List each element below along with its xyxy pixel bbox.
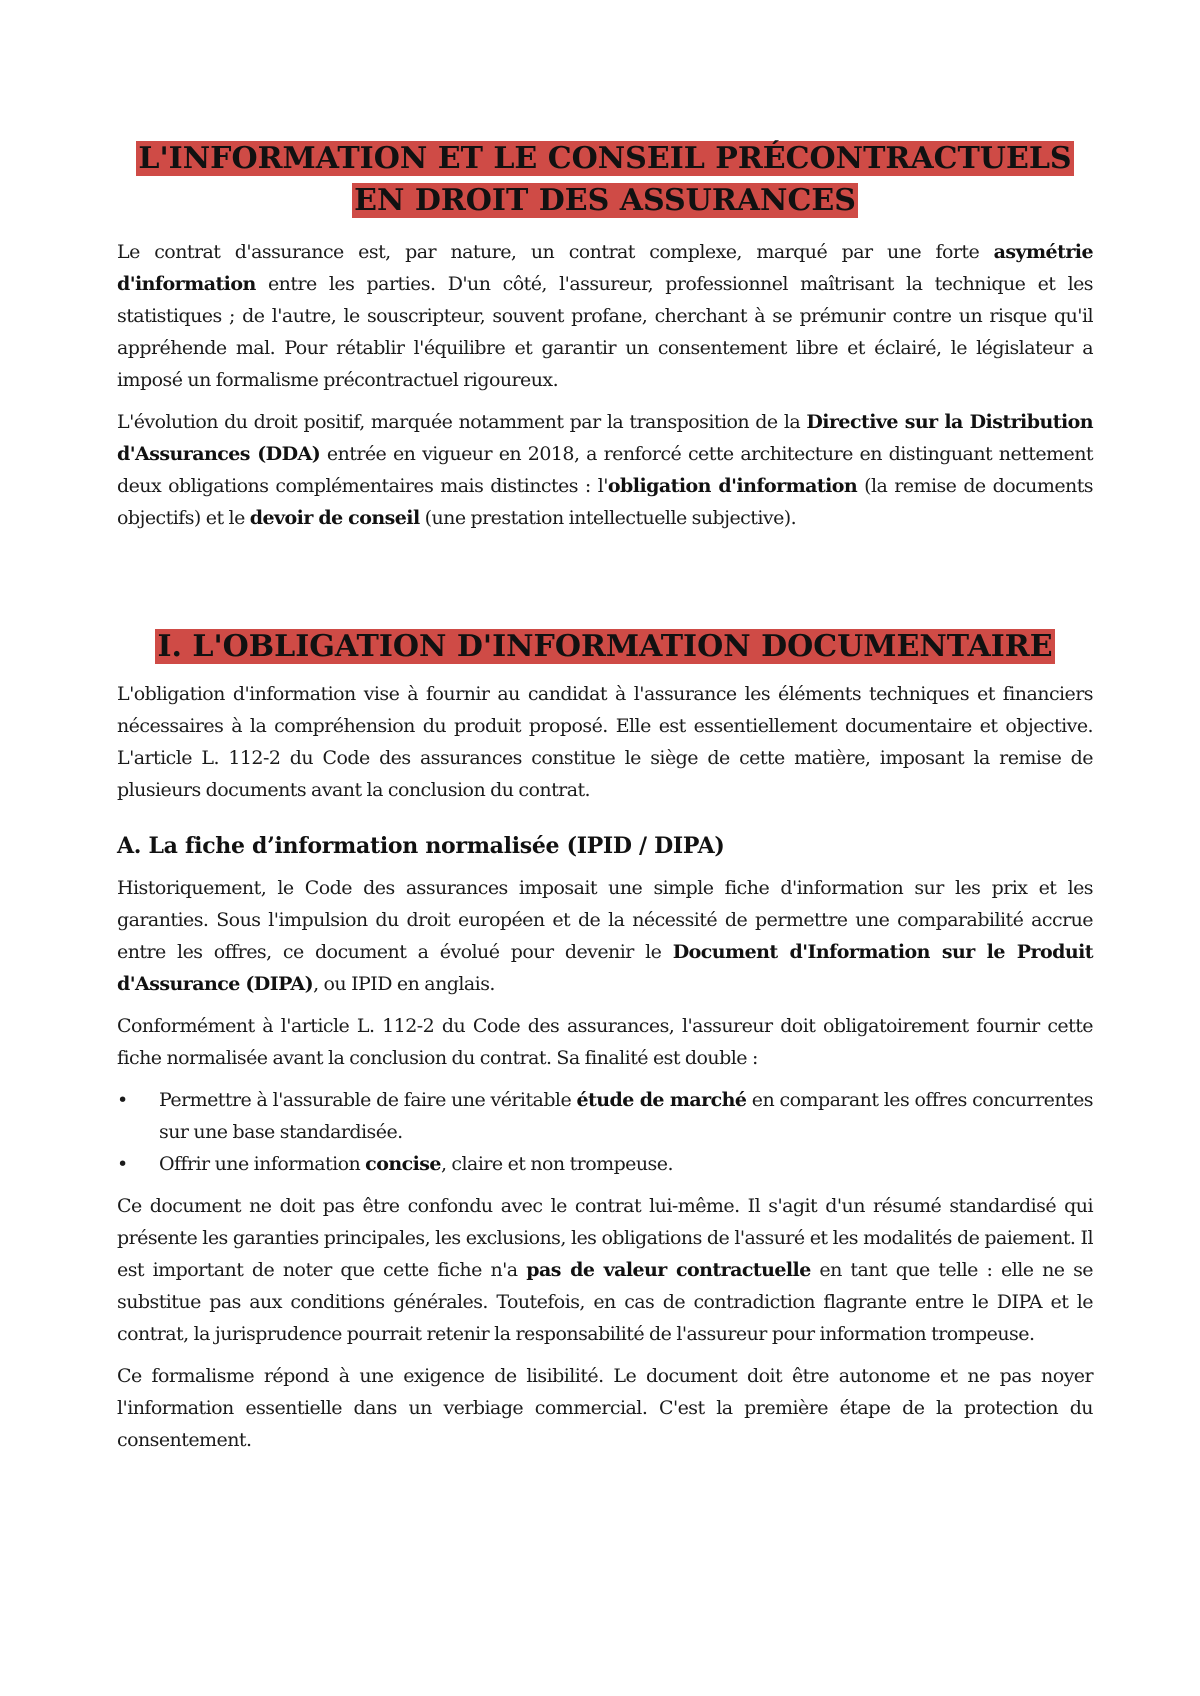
- text-run: , ou IPID en anglais.: [313, 973, 495, 995]
- bold-term: étude de marché: [576, 1089, 747, 1111]
- text-run: L'évolution du droit positif, marquée notamment par la transposition de la: [117, 411, 807, 433]
- subsection-a-paragraph-3: [117, 1190, 1093, 1350]
- text-run: Le contrat d'assurance est, par nature, un contrat complexe, marqué par une forte: [117, 241, 994, 263]
- text-run: en comparant les offres concurrentes sur une base standardisée.: [159, 1089, 1093, 1143]
- bullet-icon: •: [117, 1089, 128, 1111]
- list-item: [117, 1084, 1093, 1148]
- intro-paragraph-2: [117, 406, 1093, 534]
- bold-term: Directive sur la Distribution d'Assurances (DDA): [117, 411, 1094, 465]
- list-item: [117, 1148, 1093, 1180]
- intro-paragraph-1: [117, 236, 1093, 396]
- title-line-2: EN DROIT DES ASSURANCES: [354, 183, 856, 218]
- text-run: Permettre à l'assurable de faire une véritable: [159, 1089, 577, 1111]
- bullet-list: [117, 1084, 1093, 1180]
- bold-term: devoir de conseil: [249, 507, 420, 529]
- bold-term: obligation d'information: [607, 475, 858, 497]
- document-page: [117, 138, 1093, 1466]
- text-run: entrée en vigueur en 2018, a renforcé cette architecture en distinguant nettement deux obligations complémentaires mais distinctes : l': [117, 443, 1093, 497]
- text-run: (une prestation intellectuelle subjective).: [419, 507, 797, 529]
- bullet-icon: •: [117, 1153, 128, 1175]
- text-run: en tant que telle : elle ne se substitue pas aux conditions générales. Toutefois, en cas de contradiction flagrante entre le DIPA et le contrat, la jurisprudence pourrait retenir la responsabilité de l'assureur pour information trompeuse.: [117, 1259, 1093, 1345]
- bold-term: Document d'Information sur le Produit d'Assurance (DIPA): [117, 941, 1093, 995]
- text-run: Historiquement, le Code des assurances imposait une simple fiche d'information sur les prix et les garanties. Sous l'impulsion du droit européen et de la nécessité de permettre une comparabilité accrue entre les offres, ce document a évolué pour devenir le: [117, 877, 1093, 963]
- text-run: entre les parties. D'un côté, l'assureur, professionnel maîtrisant la technique et les statistiques ; de l'autre, le souscripteur, souvent profane, cherchant à se prémunir contre un risque qu'il appréhende mal. Pour rétablir l'équilibre et garantir un consentement libre et éclairé, le législateur a imposé un formalisme précontractuel rigoureux.: [117, 273, 1093, 391]
- text-run: , claire et non trompeuse.: [440, 1153, 673, 1175]
- subsection-a-title: A. La fiche d’information normalisée (IPID / DIPA): [117, 833, 725, 859]
- section-1-paragraph-1: L'obligation d'information vise à fournir au candidat à l'assurance les éléments techniques et financiers nécessaires à la compréhension du produit proposé. Elle est essentiellement documentaire et objective. L'article L. 112-2 du Code des assurances constitue le siège de cette matière, imposant la remise de plusieurs documents avant la conclusion du contrat.: [117, 683, 1093, 801]
- bold-term: pas de valeur contractuelle: [526, 1259, 811, 1281]
- bold-term: concise: [365, 1153, 441, 1175]
- text-run: (la remise de documents objectifs) et le: [117, 475, 1094, 529]
- subsection-a-paragraph-2: Conformément à l'article L. 112-2 du Code des assurances, l'assureur doit obligatoirement fournir cette fiche normalisée avant la conclusion du contrat. Sa finalité est double :: [117, 1015, 1093, 1069]
- subsection-a-paragraph-1: [117, 872, 1093, 1000]
- text-run: Offrir une information: [159, 1153, 366, 1175]
- bold-term: asymétrie d'information: [117, 241, 1093, 295]
- title-line-1: L'INFORMATION ET LE CONSEIL PRÉCONTRACTUELS: [138, 141, 1072, 176]
- section-1-title-text: I. L'OBLIGATION D'INFORMATION DOCUMENTAIRE: [157, 629, 1053, 664]
- subsection-a-paragraph-4: Ce formalisme répond à une exigence de lisibilité. Le document doit être autonome et ne pas noyer l'information essentielle dans un verbiage commercial. C'est la première étape de la protection du consentement.: [117, 1365, 1093, 1451]
- text-run: Ce document ne doit pas être confondu avec le contrat lui-même. Il s'agit d'un résumé standardisé qui présente les garanties principales, les exclusions, les obligations de l'assuré et les modalités de paiement. Il est important de noter que cette fiche n'a: [117, 1195, 1093, 1281]
- section-1-title: [117, 626, 1093, 668]
- document-title: [117, 138, 1093, 222]
